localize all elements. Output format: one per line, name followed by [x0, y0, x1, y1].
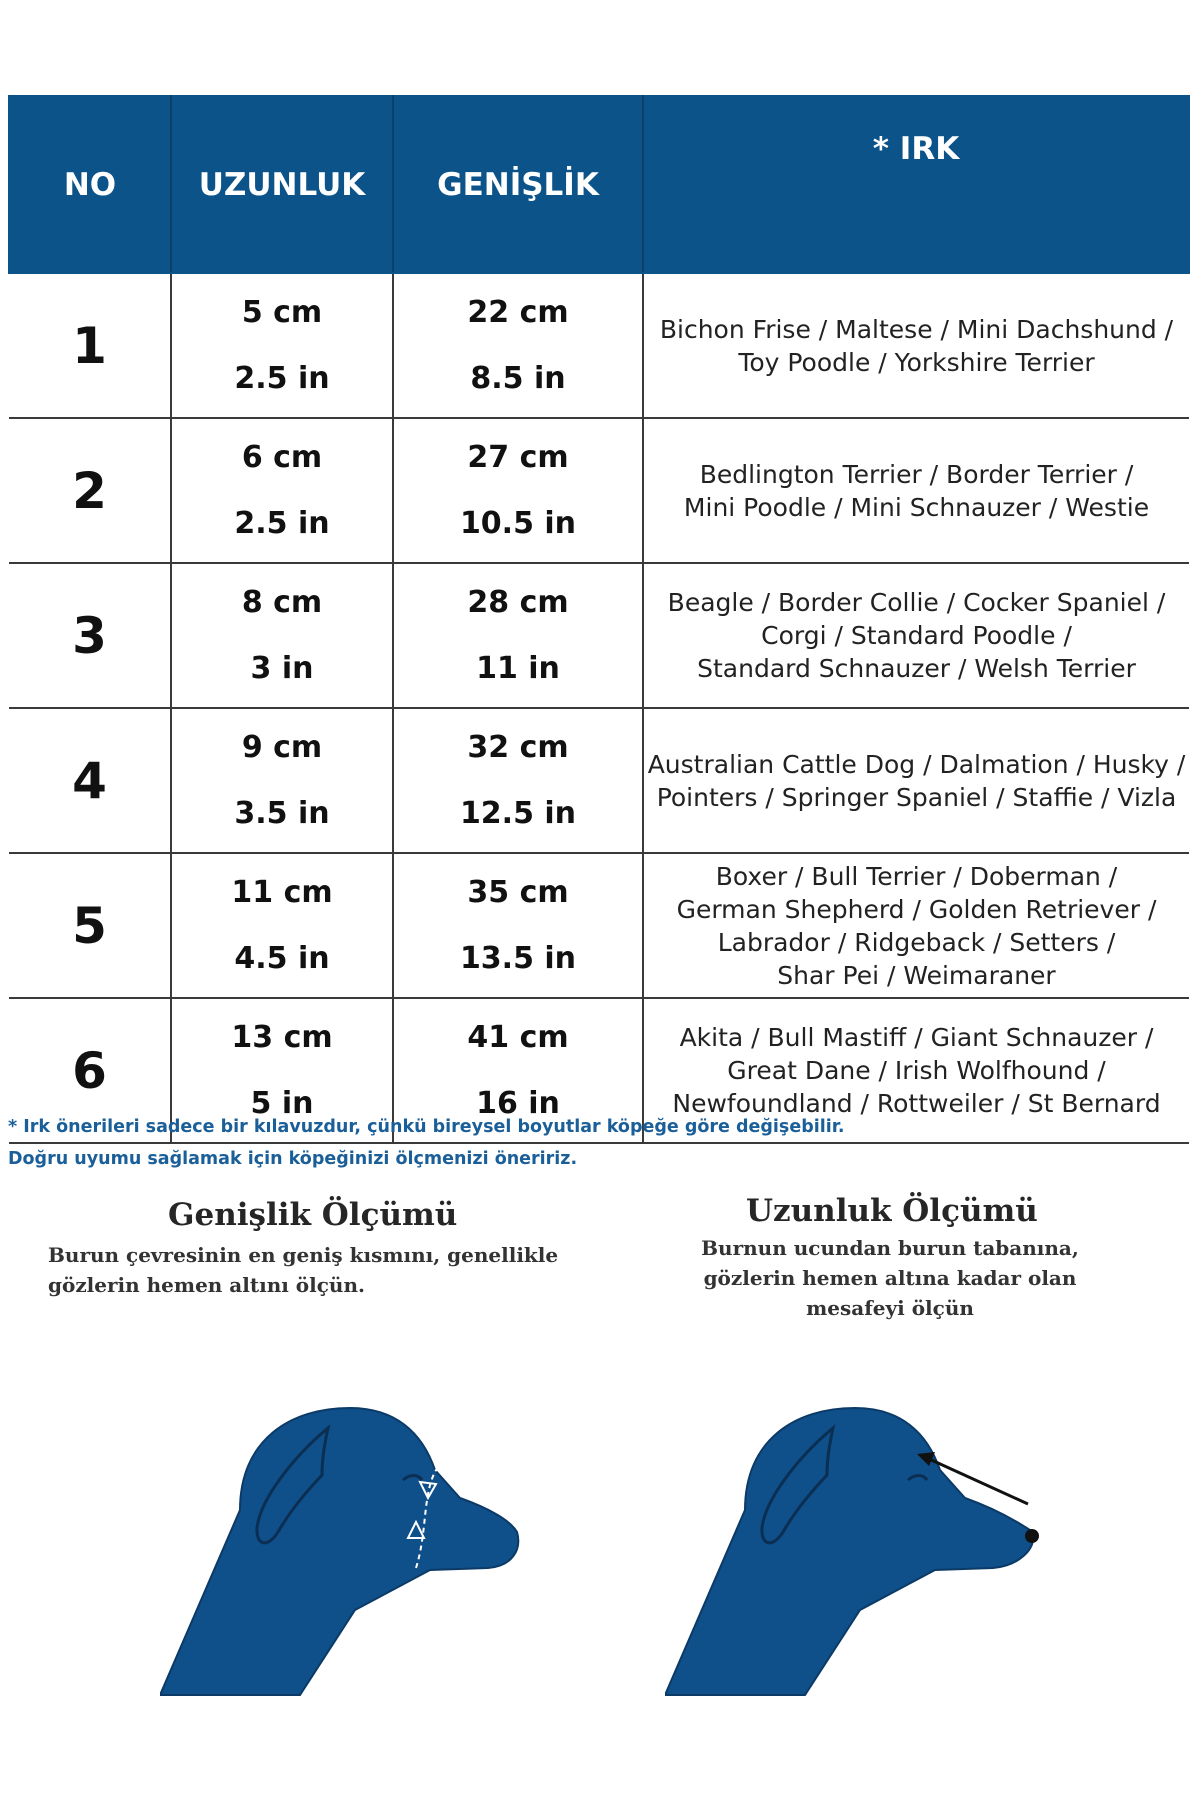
breed-cell — [643, 563, 1189, 708]
length-cm-value: 13 cm — [231, 1019, 333, 1055]
breed-line: Mini Poodle / Mini Schnauzer / Westie — [683, 492, 1150, 522]
table-row — [9, 418, 1189, 563]
length-desc-line: mesafeyi ölçün — [806, 1296, 974, 1320]
size-number: 3 — [9, 563, 171, 708]
width-in-value: 8.5 in — [470, 360, 566, 396]
length-cell — [171, 853, 393, 998]
table-header-row — [9, 96, 1189, 273]
length-cell — [171, 708, 393, 853]
length-measure-title: Uzunluk Ölçümü — [746, 1193, 1038, 1229]
length-cm-value: 6 cm — [241, 439, 323, 475]
breed-cell — [643, 418, 1189, 563]
breed-line: Bedlington Terrier / Border Terrier / — [699, 459, 1134, 489]
table-row — [9, 273, 1189, 418]
breed-line: Great Dane / Irish Wolfhound / — [727, 1056, 1106, 1085]
breed-line: Boxer / Bull Terrier / Doberman / — [715, 861, 1118, 891]
breed-line: Akita / Bull Mastiff / Giant Schnauzer / — [679, 1023, 1154, 1052]
breed-line: Bichon Frise / Maltese / Mini Dachshund / — [659, 314, 1174, 344]
size-number: 1 — [9, 273, 171, 418]
width-in-value: 11 in — [476, 650, 560, 686]
length-cm-value: 9 cm — [241, 729, 323, 765]
breed-cell — [643, 708, 1189, 853]
length-desc-line: Burnun ucundan burun tabanına, — [701, 1236, 1079, 1260]
length-cm-value: 11 cm — [231, 874, 333, 910]
width-in-value: 12.5 in — [459, 795, 577, 831]
size-chart-table — [8, 95, 1190, 1144]
size-number: 2 — [9, 418, 171, 563]
dog-head-width-icon — [160, 1380, 540, 1700]
width-in-value: 13.5 in — [459, 940, 577, 976]
width-cell — [393, 273, 643, 418]
length-cell — [171, 273, 393, 418]
width-cell — [393, 708, 643, 853]
width-cell — [393, 563, 643, 708]
breed-line: Beagle / Border Collie / Cocker Spaniel / — [667, 588, 1166, 617]
table-body — [9, 273, 1189, 1143]
table-row — [9, 563, 1189, 708]
header-length: UZUNLUK — [171, 96, 393, 273]
width-in-value: 10.5 in — [459, 505, 577, 541]
width-cm-value: 27 cm — [467, 439, 569, 475]
length-in-value: 5 in — [250, 1085, 314, 1121]
header-width: GENİŞLİK — [393, 96, 643, 273]
breed-line: Toy Poodle / Yorkshire Terrier — [738, 347, 1095, 377]
width-cm-value: 28 cm — [467, 584, 569, 620]
breed-line: Corgi / Standard Poodle / — [761, 621, 1072, 650]
header-no: NO — [9, 96, 171, 273]
width-cm-value: 41 cm — [467, 1019, 569, 1055]
size-number: 4 — [9, 708, 171, 853]
length-in-value: 3 in — [250, 650, 314, 686]
width-desc-line: gözlerin hemen altını ölçün. — [48, 1273, 365, 1297]
length-measure-desc — [660, 1233, 1120, 1323]
breed-line: Shar Pei / Weimaraner — [777, 960, 1056, 990]
length-in-value: 2.5 in — [234, 505, 330, 541]
length-cm-value: 5 cm — [241, 294, 323, 330]
width-cell — [393, 853, 643, 998]
length-cell — [171, 563, 393, 708]
header-breed: * IRK — [643, 96, 1189, 273]
breed-line: Pointers / Springer Spaniel / Staffie / Vizla — [656, 782, 1177, 812]
size-number: 5 — [9, 853, 171, 998]
width-in-value: 16 in — [476, 1085, 560, 1121]
width-cm-value: 22 cm — [467, 294, 569, 330]
dog-head-shape — [665, 1408, 1034, 1695]
nose-tip — [1025, 1529, 1039, 1543]
length-in-value: 3.5 in — [234, 795, 330, 831]
length-desc-line: gözlerin hemen altına kadar olan — [703, 1266, 1077, 1290]
width-cm-value: 35 cm — [467, 874, 569, 910]
breed-cell — [643, 273, 1189, 418]
table-row — [9, 708, 1189, 853]
length-cell — [171, 418, 393, 563]
breed-note-line1: * Irk önerileri sadece bir kılavuzdur, çünkü bireysel boyutlar köpeğe göre değişebilir. — [8, 1117, 845, 1137]
table-row — [9, 853, 1189, 998]
width-cm-value: 32 cm — [467, 729, 569, 765]
width-desc-line: Burun çevresinin en geniş kısmını, genellikle — [48, 1243, 559, 1267]
breed-line: Labrador / Ridgeback / Setters / — [717, 927, 1116, 957]
breed-line: German Shepherd / Golden Retriever / — [676, 894, 1157, 924]
breed-cell — [643, 853, 1189, 998]
dog-head-length-icon — [665, 1380, 1065, 1700]
width-cell — [393, 418, 643, 563]
breed-line: Standard Schnauzer / Welsh Terrier — [697, 654, 1136, 683]
width-measure-desc — [48, 1240, 608, 1300]
size-number: 6 — [9, 998, 171, 1143]
breed-line: Newfoundland / Rottweiler / St Bernard — [672, 1089, 1161, 1118]
length-in-value: 2.5 in — [234, 360, 330, 396]
dog-head-shape — [160, 1408, 518, 1695]
width-measure-title: Genişlik Ölçümü — [168, 1197, 458, 1233]
length-in-value: 4.5 in — [234, 940, 330, 976]
breed-note-line2: Doğru uyumu sağlamak için köpeğinizi ölçmenizi öneririz. — [8, 1149, 578, 1169]
length-cm-value: 8 cm — [241, 584, 323, 620]
breed-line: Australian Cattle Dog / Dalmation / Husky / — [647, 749, 1186, 779]
